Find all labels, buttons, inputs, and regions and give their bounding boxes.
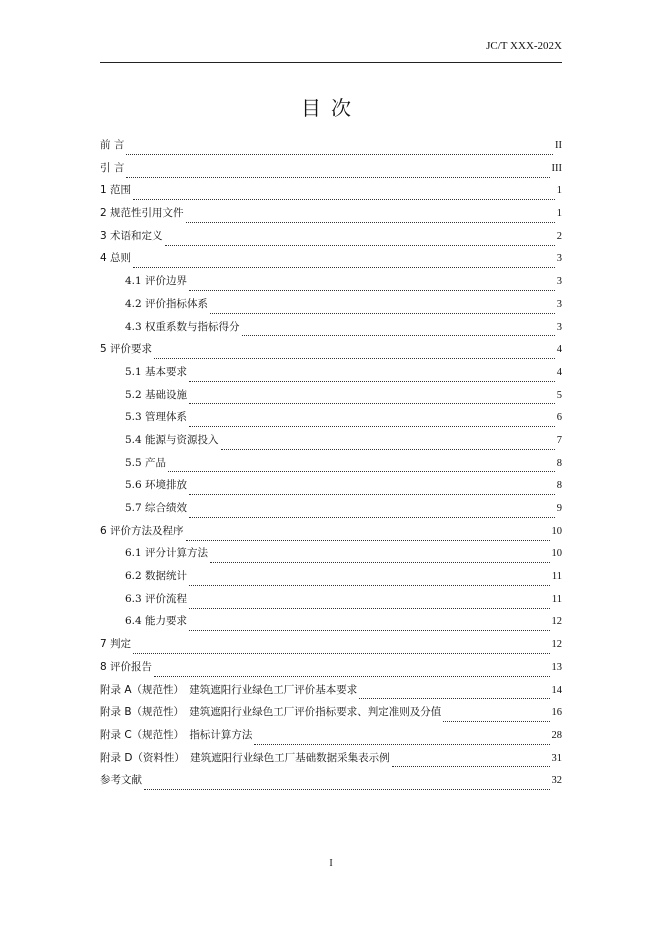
toc-entry-page: 12 — [551, 616, 562, 628]
toc-leader-dots — [443, 713, 549, 722]
toc-leader-dots — [133, 259, 555, 268]
toc-entry-page: 2 — [556, 230, 562, 242]
toc-entry-label: 4.2 评价指标体系 — [125, 297, 209, 310]
toc-entry-page: 12 — [551, 639, 562, 651]
toc-entry-page: 11 — [551, 571, 562, 583]
toc-leader-dots — [189, 395, 555, 404]
toc-entry-label: 5.3 管理体系 — [125, 411, 188, 424]
toc-entry[interactable] — [100, 228, 562, 251]
toc-entry[interactable] — [100, 591, 562, 614]
toc-entry[interactable] — [100, 137, 562, 160]
toc-entry-label: 2 规范性引用文件 — [100, 207, 184, 220]
toc-entry[interactable] — [100, 341, 562, 364]
toc-entry-page: 8 — [556, 480, 562, 492]
toc-entry[interactable] — [100, 772, 562, 795]
toc-entry-page: 10 — [551, 525, 562, 537]
toc-entry[interactable] — [100, 364, 562, 387]
toc-entry[interactable] — [100, 613, 562, 636]
toc-entry[interactable] — [100, 750, 562, 773]
toc-entry[interactable] — [100, 568, 562, 591]
toc-entry-page: 4 — [556, 344, 562, 356]
toc-entry-label: 4.1 评价边界 — [125, 275, 188, 288]
toc-entry-label: 1 范围 — [100, 184, 132, 197]
toc-leader-dots — [189, 373, 555, 382]
toc-leader-dots — [189, 486, 555, 495]
toc-entry[interactable] — [100, 205, 562, 228]
toc-entry-page: 3 — [556, 298, 562, 310]
toc-leader-dots — [189, 282, 555, 291]
toc-entry-page: 9 — [556, 503, 562, 514]
toc-leader-dots — [189, 577, 550, 586]
toc-entry-page: 31 — [551, 752, 562, 764]
toc-entry-page: 1 — [556, 208, 562, 220]
toc-entry-page: 3 — [556, 321, 562, 333]
toc-entry-label: 前 言 — [100, 139, 125, 151]
toc-entry-label: 5.5 产品 — [125, 456, 167, 469]
toc-entry-page: 14 — [551, 684, 562, 696]
toc-entry-page: 6 — [556, 412, 562, 424]
toc-entry-page: 7 — [556, 434, 562, 446]
toc-entry-label: 参考文献 — [100, 774, 142, 787]
table-of-contents — [100, 137, 562, 795]
toc-entry-page: 11 — [551, 593, 562, 605]
toc-entry[interactable] — [100, 250, 562, 273]
toc-entry[interactable] — [100, 682, 562, 705]
toc-entry[interactable] — [100, 387, 562, 410]
toc-entry[interactable] — [100, 432, 562, 455]
toc-entry[interactable] — [100, 704, 562, 727]
toc-entry-label: 4.3 权重系数与指标得分 — [125, 320, 240, 333]
toc-entry-page: 8 — [556, 457, 562, 469]
toc-entry[interactable] — [100, 296, 562, 319]
toc-leader-dots — [133, 645, 549, 654]
toc-entry-label: 附录 A（规范性） 建筑遮阳行业绿色工厂评价基本要求 — [100, 683, 358, 696]
toc-leader-dots — [186, 532, 550, 541]
toc-entry-page: 5 — [556, 389, 562, 401]
toc-leader-dots — [165, 237, 555, 246]
toc-entry[interactable] — [100, 636, 562, 659]
toc-leader-dots — [168, 463, 555, 472]
toc-entry-label: 3 术语和定义 — [100, 229, 163, 242]
toc-entry-page: 10 — [551, 548, 562, 560]
toc-entry-page: 13 — [551, 661, 562, 673]
header-rule — [100, 62, 562, 63]
toc-entry[interactable] — [100, 523, 562, 546]
toc-leader-dots — [392, 758, 550, 767]
toc-leader-dots — [133, 191, 555, 200]
toc-entry[interactable] — [100, 477, 562, 500]
toc-entry-page: 28 — [551, 729, 562, 741]
toc-entry-label: 5.4 能源与资源投入 — [125, 433, 219, 446]
page-number: I — [329, 858, 333, 869]
toc-leader-dots — [221, 441, 555, 450]
toc-entry-page: 3 — [556, 253, 562, 265]
toc-entry-page: III — [551, 162, 562, 174]
toc-entry-label: 附录 C（规范性） 指标计算方法 — [100, 728, 253, 741]
toc-entry-page: II — [555, 140, 562, 151]
toc-leader-dots — [189, 600, 550, 609]
toc-entry-page: 1 — [556, 185, 562, 197]
toc-entry-label: 8 评价报告 — [100, 660, 153, 673]
toc-entry-page: 16 — [551, 707, 562, 719]
toc-entry-label: 5.6 环境排放 — [125, 479, 188, 492]
toc-entry[interactable] — [100, 319, 562, 342]
toc-entry[interactable] — [100, 182, 562, 205]
toc-entry[interactable] — [100, 545, 562, 568]
toc-entry-label: 4 总则 — [100, 252, 132, 265]
toc-leader-dots — [242, 327, 555, 336]
toc-entry[interactable] — [100, 727, 562, 750]
toc-entry-label: 6.4 能力要求 — [125, 615, 188, 628]
toc-leader-dots — [144, 781, 550, 790]
toc-entry-label: 附录 B（规范性） 建筑遮阳行业绿色工厂评价指标要求、判定准则及分值 — [100, 706, 442, 719]
toc-entry[interactable] — [100, 455, 562, 478]
toc-leader-dots — [186, 214, 555, 223]
toc-entry-label: 5.2 基础设施 — [125, 388, 188, 401]
toc-entry-label: 6.2 数据统计 — [125, 570, 188, 583]
toc-entry-label: 7 判定 — [100, 638, 132, 651]
toc-entry[interactable] — [100, 409, 562, 432]
toc-entry[interactable] — [100, 160, 562, 183]
toc-entry-label: 6 评价方法及程序 — [100, 524, 184, 537]
toc-entry[interactable] — [100, 273, 562, 296]
toc-leader-dots — [359, 690, 549, 699]
toc-entry-page: 32 — [551, 775, 562, 787]
toc-leader-dots — [154, 350, 555, 359]
toc-leader-dots — [126, 169, 549, 178]
toc-entry-label: 附录 D（资料性） 建筑遮阳行业绿色工厂基础数据采集表示例 — [100, 751, 390, 764]
toc-entry-page: 4 — [556, 366, 562, 378]
toc-leader-dots — [210, 305, 555, 314]
toc-entry[interactable] — [100, 659, 562, 682]
toc-leader-dots — [189, 418, 555, 427]
toc-title: 目次 — [301, 96, 361, 120]
toc-entry-page: 3 — [556, 276, 562, 288]
toc-leader-dots — [126, 146, 553, 155]
toc-entry-label: 6.1 评分计算方法 — [125, 547, 209, 560]
toc-entry[interactable] — [100, 500, 562, 523]
toc-entry-label: 5.7 综合绩效 — [125, 502, 188, 514]
toc-leader-dots — [210, 554, 549, 563]
toc-leader-dots — [154, 668, 549, 677]
toc-entry-label: 5.1 基本要求 — [125, 365, 188, 378]
toc-entry-label: 5 评价要求 — [100, 343, 153, 356]
toc-leader-dots — [189, 509, 555, 518]
toc-entry-label: 引 言 — [100, 161, 125, 174]
toc-leader-dots — [254, 736, 549, 745]
document-code: JC/T XXX-202X — [486, 40, 562, 52]
toc-entry-label: 6.3 评价流程 — [125, 592, 188, 605]
toc-leader-dots — [189, 622, 549, 631]
